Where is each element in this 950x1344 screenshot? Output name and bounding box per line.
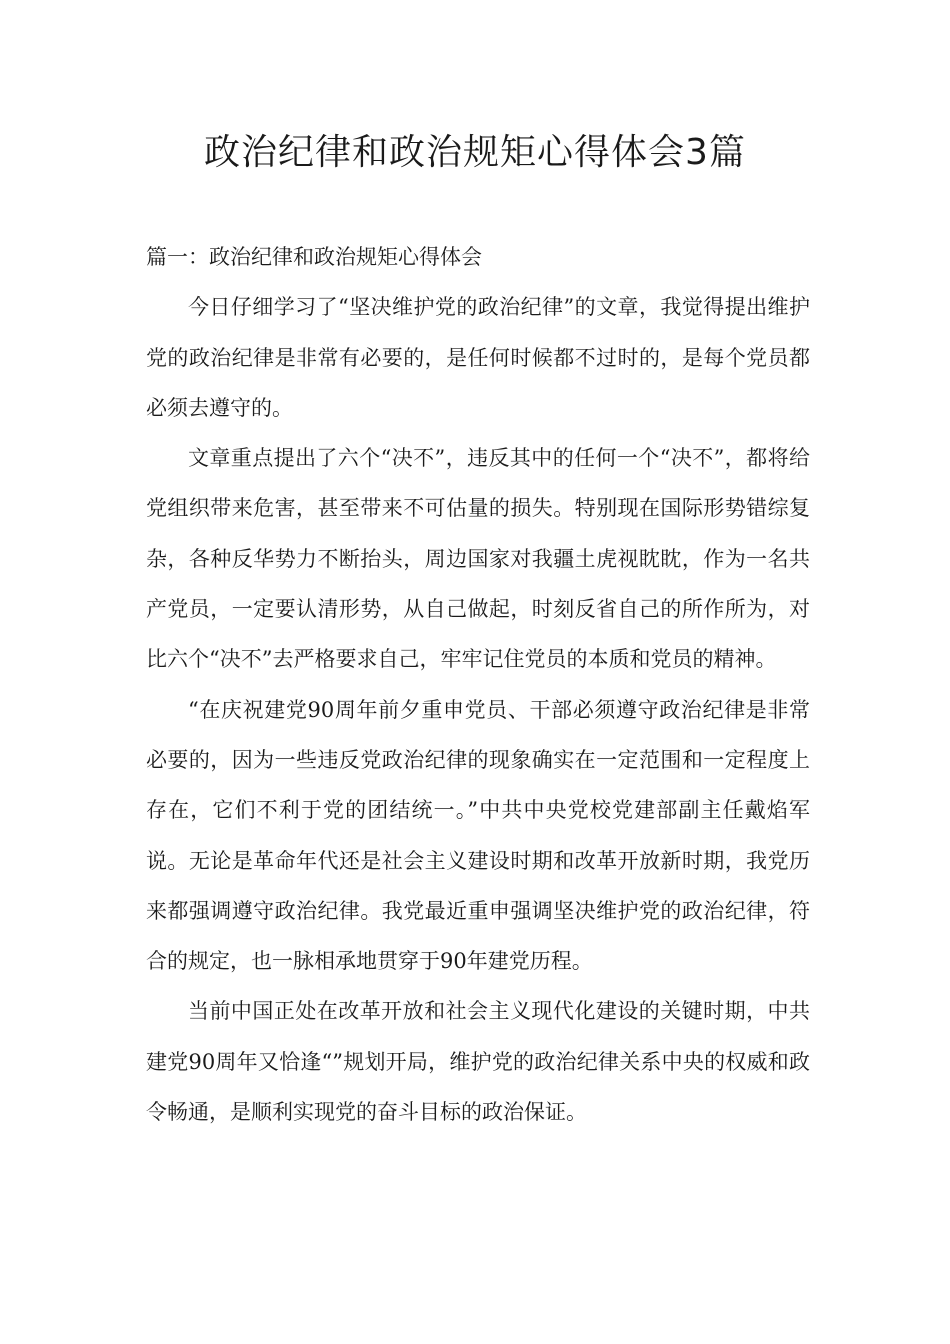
section-heading: 篇一：政治纪律和政治规矩心得体会 (146, 245, 482, 269)
document-body (146, 232, 810, 1137)
paragraph-1: 今日仔细学习了“坚决维护党的政治纪律”的文章，我觉得提出维护党的政治纪律是非常有必要的，是任何时候都不过时的，是每个党员都必须去遵守的。 (146, 295, 810, 420)
paragraph-4: 当前中国正处在改革开放和社会主义现代化建设的关键时期，中共建党90周年又恰逢“”规划开局，维护党的政治纪律关系中央的权威和政令畅通，是顺利实现党的奋斗目标的政治保证。 (146, 999, 810, 1125)
document-title: 政治纪律和政治规矩心得体会3篇 (204, 132, 746, 173)
paragraph-3: “在庆祝建党90周年前夕重申党员、干部必须遵守政治纪律是非常必要的，因为一些违反党政治纪律的现象确实在一定范围和一定程度上存在，它们不利于党的团结统一。”中共中央党校党建部副主任戴焰军说。无论是革命年代还是社会主义建设时期和改革开放新时期，我党历来都强调遵守政治纪律。我党最近重申强调坚决维护党的政治纪律，符合的规定，也一脉相承地贯穿于90年建党历程。 (146, 697, 810, 974)
paragraph-2: 文章重点提出了六个“决不”，违反其中的任何一个“决不”，都将给党组织带来危害，甚至带来不可估量的损失。特别现在国际形势错综复杂，各种反华势力不断抬头，周边国家对我疆土虎视眈眈，作为一名共产党员，一定要认清形势，从自己做起，时刻反省自己的所作所为，对比六个“决不”去严格要求自己，牢牢记住党员的本质和党员的精神。 (146, 446, 810, 672)
